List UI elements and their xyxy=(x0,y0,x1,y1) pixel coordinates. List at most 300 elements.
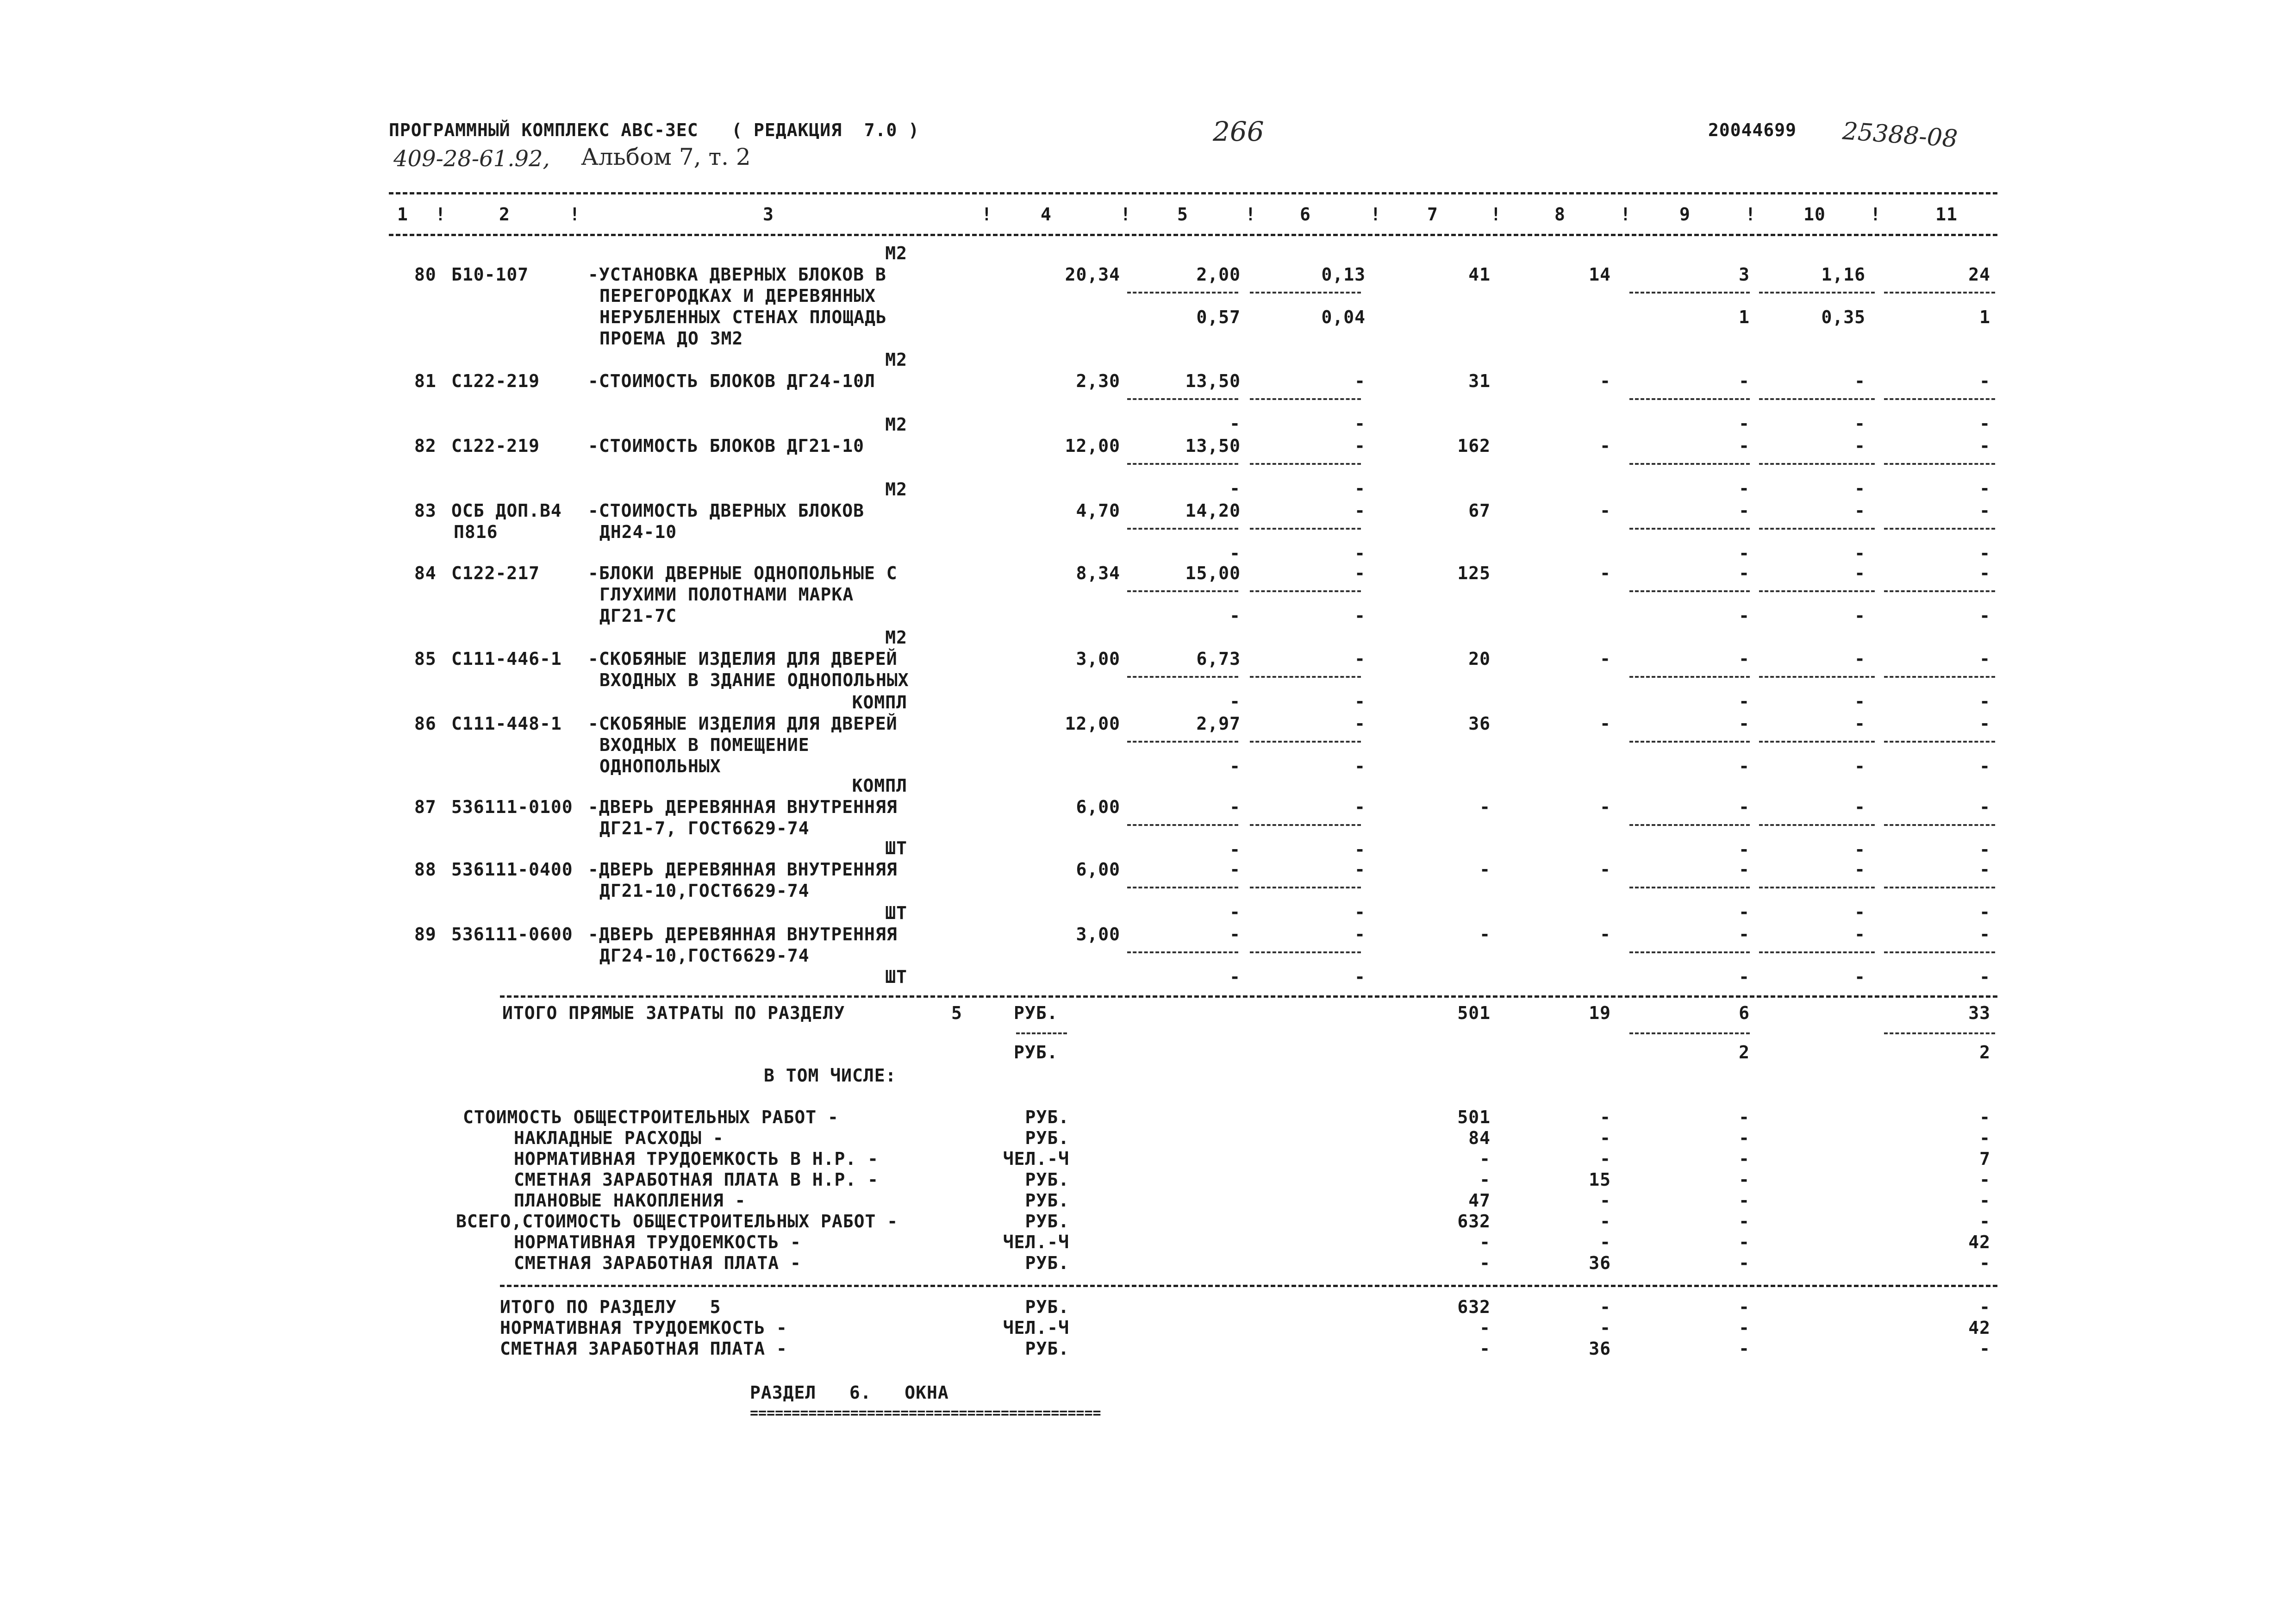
breakdown-label: СМЕТНАЯ ЗАРАБОТНАЯ ПЛАТА В Н.Р. - xyxy=(514,1169,879,1190)
row-number: 85 xyxy=(414,649,437,669)
breakdown-unit: РУБ. xyxy=(1025,1169,1069,1190)
section-total-label: НОРМАТИВНАЯ ТРУДОЕМКОСТЬ - xyxy=(500,1318,787,1338)
breakdown-label: ВСЕГО,СТОИМОСТЬ ОБЩЕСТРОИТЕЛЬНЫХ РАБОТ - xyxy=(456,1211,898,1232)
breakdown-label: НОРМАТИВНАЯ ТРУДОЕМКОСТЬ В Н.Р. - xyxy=(514,1149,879,1169)
row-rule-c9 xyxy=(1629,528,1750,530)
row-description: -ДВЕРЬ ДЕРЕВЯННАЯ ВНУТРЕННЯЯ xyxy=(588,797,898,817)
row-c5-sub: - xyxy=(1229,967,1241,987)
row-rule-c5 xyxy=(1127,676,1238,678)
breakdown-c7: - xyxy=(1479,1169,1491,1190)
section-total-unit: РУБ. xyxy=(1025,1297,1069,1317)
row-c5-sub: - xyxy=(1229,691,1241,712)
section-total-c7: - xyxy=(1479,1338,1491,1359)
totals-c11: 33 xyxy=(1968,1003,1990,1023)
row-c10-sub: - xyxy=(1854,478,1866,499)
row-c7: 125 xyxy=(1457,563,1491,583)
row-c6: - xyxy=(1354,500,1366,521)
unit-label: М2 xyxy=(885,243,907,263)
row-c9: - xyxy=(1739,713,1750,734)
row-c10: - xyxy=(1854,859,1866,880)
row-rule-c6 xyxy=(1250,528,1361,530)
row-c11: - xyxy=(1979,649,1990,669)
breakdown-c7: 47 xyxy=(1468,1190,1491,1211)
section-total-c11: 42 xyxy=(1968,1318,1990,1338)
row-description: -БЛОКИ ДВЕРНЫЕ ОДНОПОЛЬНЫЕ С xyxy=(588,563,898,583)
row-c5-sub: - xyxy=(1229,413,1241,434)
row-c5-sub: - xyxy=(1229,543,1241,563)
handwritten-number: 25388-08 xyxy=(1841,117,1959,153)
row-code: 536111-0100 xyxy=(451,797,573,817)
column-header-10: 10 xyxy=(1803,204,1826,225)
column-separator: ! xyxy=(569,204,580,225)
page-number: 266 xyxy=(1213,116,1264,147)
breakdown-unit: РУБ. xyxy=(1025,1211,1069,1232)
row-rule-c10 xyxy=(1759,887,1875,888)
row-c6-sub: - xyxy=(1354,902,1366,922)
row-c5-sub: 0,57 xyxy=(1196,307,1241,327)
column-separator: ! xyxy=(1245,204,1256,225)
row-description: -СКОБЯНЫЕ ИЗДЕЛИЯ ДЛЯ ДВЕРЕЙ xyxy=(588,649,898,669)
breakdown-c8: - xyxy=(1600,1190,1611,1211)
row-c9-sub: - xyxy=(1739,967,1750,987)
row-code: Б10-107 xyxy=(451,264,529,285)
row-rule-c10 xyxy=(1759,824,1875,826)
row-c5-sub: - xyxy=(1229,756,1241,776)
row-c6: - xyxy=(1354,649,1366,669)
breakdown-label: СМЕТНАЯ ЗАРАБОТНАЯ ПЛАТА - xyxy=(514,1253,801,1273)
breakdown-c7: 632 xyxy=(1457,1211,1491,1232)
breakdown-unit: РУБ. xyxy=(1025,1253,1069,1273)
row-c6: - xyxy=(1354,859,1366,880)
column-header-1: 1 xyxy=(397,204,408,225)
row-c8: - xyxy=(1600,713,1611,734)
row-c9-sub: 1 xyxy=(1739,307,1750,327)
row-c9-sub: - xyxy=(1739,839,1750,860)
row-c5-sub: - xyxy=(1229,606,1241,626)
row-c11-sub: - xyxy=(1979,902,1990,922)
column-header-6: 6 xyxy=(1300,204,1311,225)
breakdown-c9: - xyxy=(1739,1128,1750,1148)
next-section-title: РАЗДЕЛ 6. ОКНА xyxy=(750,1382,949,1403)
breakdown-c9: - xyxy=(1739,1253,1750,1273)
section-total-c8: - xyxy=(1600,1297,1611,1317)
row-description: -ДВЕРЬ ДЕРЕВЯННАЯ ВНУТРЕННЯЯ xyxy=(588,924,898,944)
row-c11: - xyxy=(1979,436,1990,456)
table-top-rule xyxy=(389,192,1997,194)
section-total-label: СМЕТНАЯ ЗАРАБОТНАЯ ПЛАТА - xyxy=(500,1338,787,1359)
row-c8: 14 xyxy=(1589,264,1611,285)
row-quantity: 3,00 xyxy=(1076,649,1120,669)
breakdown-c11: 7 xyxy=(1979,1149,1990,1169)
row-rule-c5 xyxy=(1127,590,1238,592)
row-c6: - xyxy=(1354,713,1366,734)
column-separator: ! xyxy=(981,204,992,225)
totals-unit: РУБ. xyxy=(1014,1003,1058,1023)
row-rule-c9 xyxy=(1629,463,1750,465)
row-rule-c5 xyxy=(1127,463,1238,465)
breakdown-c8: - xyxy=(1600,1211,1611,1232)
album-label: Альбом 7, т. 2 xyxy=(581,144,751,170)
row-rule-c11 xyxy=(1884,528,1995,530)
row-rule-c5 xyxy=(1127,528,1238,530)
row-c9-sub: - xyxy=(1739,756,1750,776)
row-c5: - xyxy=(1229,924,1241,944)
breakdown-unit: РУБ. xyxy=(1025,1128,1069,1148)
row-rule-c9 xyxy=(1629,741,1750,743)
breakdown-c8: - xyxy=(1600,1149,1611,1169)
row-c9: - xyxy=(1739,436,1750,456)
section-total-c11: - xyxy=(1979,1338,1990,1359)
row-quantity: 6,00 xyxy=(1076,859,1120,880)
row-c9-sub: - xyxy=(1739,606,1750,626)
row-c5: 14,20 xyxy=(1185,500,1241,521)
section-total-c8: 36 xyxy=(1589,1338,1611,1359)
row-description: НЕРУБЛЕННЫХ СТЕНАХ ПЛОЩАДЬ xyxy=(599,307,887,327)
row-c9-sub: - xyxy=(1739,413,1750,434)
row-c11: - xyxy=(1979,797,1990,817)
row-c10-sub: - xyxy=(1854,839,1866,860)
row-c7: - xyxy=(1479,859,1491,880)
row-c5: 2,00 xyxy=(1196,264,1241,285)
column-separator: ! xyxy=(1491,204,1502,225)
row-c6: - xyxy=(1354,797,1366,817)
row-number: 86 xyxy=(414,713,437,734)
row-code: ОСБ ДОП.В4 xyxy=(451,500,562,521)
breakdown-c9: - xyxy=(1739,1169,1750,1190)
row-c9-sub: - xyxy=(1739,902,1750,922)
totals-label: ИТОГО ПРЯМЫЕ ЗАТРАТЫ ПО РАЗДЕЛУ xyxy=(502,1003,845,1023)
row-c5: 15,00 xyxy=(1185,563,1241,583)
row-c10: - xyxy=(1854,924,1866,944)
row-number: 81 xyxy=(414,371,437,391)
row-code: С111-446-1 xyxy=(451,649,562,669)
row-rule-c10 xyxy=(1759,463,1875,465)
row-c9-sub: - xyxy=(1739,691,1750,712)
section-total-c11: - xyxy=(1979,1297,1990,1317)
row-rule-c5 xyxy=(1127,741,1238,743)
row-rule-c9 xyxy=(1629,590,1750,592)
section-total-label: ИТОГО ПО РАЗДЕЛУ 5 xyxy=(500,1297,721,1317)
row-rule-c11 xyxy=(1884,590,1995,592)
row-c11: - xyxy=(1979,713,1990,734)
column-separator: ! xyxy=(1370,204,1381,225)
row-number: 88 xyxy=(414,859,437,880)
row-c8: - xyxy=(1600,371,1611,391)
column-separator: ! xyxy=(1620,204,1631,225)
section-total-c8: - xyxy=(1600,1318,1611,1338)
row-code: С122-219 xyxy=(451,371,540,391)
unit-label: М2 xyxy=(885,479,907,500)
section-total-c9: - xyxy=(1739,1318,1750,1338)
row-rule-c6 xyxy=(1250,824,1361,826)
column-header-3: 3 xyxy=(763,204,774,225)
totals-c8: 19 xyxy=(1589,1003,1611,1023)
row-c6-sub: - xyxy=(1354,478,1366,499)
section-total-c9: - xyxy=(1739,1338,1750,1359)
row-rule-c6 xyxy=(1250,676,1361,678)
row-c6: - xyxy=(1354,924,1366,944)
unit-label: М2 xyxy=(885,627,907,648)
row-number: 82 xyxy=(414,436,437,456)
row-c9: - xyxy=(1739,859,1750,880)
row-c9: - xyxy=(1739,563,1750,583)
next-section-underline: ========================================== xyxy=(750,1405,1101,1421)
unit-label: КОМПЛ xyxy=(852,692,907,713)
row-rule-c5 xyxy=(1127,951,1238,953)
row-c10-sub: - xyxy=(1854,756,1866,776)
row-c10-sub: - xyxy=(1854,691,1866,712)
row-c11: - xyxy=(1979,859,1990,880)
row-description: ДГ21-7С xyxy=(599,606,677,626)
row-rule-c6 xyxy=(1250,292,1361,294)
row-description: ДГ21-10,ГОСТ6629-74 xyxy=(599,881,810,901)
row-c5: 13,50 xyxy=(1185,436,1241,456)
row-c11: - xyxy=(1979,924,1990,944)
row-rule-c11 xyxy=(1884,292,1995,294)
row-quantity: 3,00 xyxy=(1076,924,1120,944)
row-description: ГЛУХИМИ ПОЛОТНАМИ МАРКА xyxy=(599,584,854,605)
row-rule-c5 xyxy=(1127,398,1238,400)
unit-label: ШТ xyxy=(885,838,907,858)
row-c10: - xyxy=(1854,649,1866,669)
row-c6: - xyxy=(1354,563,1366,583)
breakdown-c9: - xyxy=(1739,1211,1750,1232)
row-c9-sub: - xyxy=(1739,543,1750,563)
row-rule-c9 xyxy=(1629,951,1750,953)
row-quantity: 20,34 xyxy=(1065,264,1120,285)
column-header-11: 11 xyxy=(1935,204,1958,225)
row-c10: - xyxy=(1854,371,1866,391)
breakdown-c8: - xyxy=(1600,1232,1611,1252)
row-c6-sub: - xyxy=(1354,967,1366,987)
row-rule-c9 xyxy=(1629,398,1750,400)
row-c10: - xyxy=(1854,436,1866,456)
row-quantity: 4,70 xyxy=(1076,500,1120,521)
row-rule-c9 xyxy=(1629,292,1750,294)
row-rule-c5 xyxy=(1127,887,1238,888)
row-rule-c10 xyxy=(1759,741,1875,743)
row-rule-c10 xyxy=(1759,676,1875,678)
row-rule-c11 xyxy=(1884,951,1995,953)
unit-label-bottom: ШТ xyxy=(885,967,907,987)
row-c9: - xyxy=(1739,371,1750,391)
row-c7: - xyxy=(1479,797,1491,817)
row-quantity: 2,30 xyxy=(1076,371,1120,391)
row-c11-sub: 1 xyxy=(1979,307,1990,327)
row-c11-sub: - xyxy=(1979,478,1990,499)
row-c7: 41 xyxy=(1468,264,1491,285)
row-c7: 20 xyxy=(1468,649,1491,669)
breakdown-c11: - xyxy=(1979,1107,1990,1127)
column-separator: ! xyxy=(1870,204,1881,225)
breakdown-c9: - xyxy=(1739,1190,1750,1211)
row-rule-c6 xyxy=(1250,887,1361,888)
row-rule-c11 xyxy=(1884,398,1995,400)
breakdown-c11: - xyxy=(1979,1253,1990,1273)
breakdown-c7: - xyxy=(1479,1253,1491,1273)
section-total-c7: 632 xyxy=(1457,1297,1491,1317)
row-description: -СТОИМОСТЬ ДВЕРНЫХ БЛОКОВ xyxy=(588,500,864,521)
column-separator: ! xyxy=(1745,204,1756,225)
row-c10-sub: - xyxy=(1854,413,1866,434)
row-rule-c9 xyxy=(1629,887,1750,888)
row-c6-sub: - xyxy=(1354,756,1366,776)
row-description: ДГ21-7, ГОСТ6629-74 xyxy=(599,818,810,838)
row-description: ПЕРЕГОРОДКАХ И ДЕРЕВЯННЫХ xyxy=(599,286,876,306)
section-total-rule xyxy=(500,1285,1997,1287)
unit-label: М2 xyxy=(885,350,907,370)
row-c11: 24 xyxy=(1968,264,1990,285)
totals-unit-rule xyxy=(1016,1032,1067,1034)
row-c11: - xyxy=(1979,563,1990,583)
column-separator: ! xyxy=(1120,204,1131,225)
row-c8: - xyxy=(1600,436,1611,456)
totals-c7: 501 xyxy=(1457,1003,1491,1023)
row-c10-sub: 0,35 xyxy=(1821,307,1866,327)
row-number: 83 xyxy=(414,500,437,521)
row-description: -СКОБЯНЫЕ ИЗДЕЛИЯ ДЛЯ ДВЕРЕЙ xyxy=(588,713,898,734)
totals-c9: 6 xyxy=(1739,1003,1750,1023)
totals-unit-2: РУБ. xyxy=(1014,1042,1058,1063)
row-description: ВХОДНЫХ В ЗДАНИЕ ОДНОПОЛЬНЫХ xyxy=(599,670,909,690)
row-c11: - xyxy=(1979,500,1990,521)
row-c10: - xyxy=(1854,797,1866,817)
row-rule-c10 xyxy=(1759,528,1875,530)
row-c11-sub: - xyxy=(1979,413,1990,434)
row-quantity: 6,00 xyxy=(1076,797,1120,817)
row-c11-sub: - xyxy=(1979,543,1990,563)
program-header: ПРОГРАММНЫЙ КОМПЛЕКС АВС-3ЕС ( РЕДАКЦИЯ 7.0 ) xyxy=(389,120,920,140)
row-quantity: 12,00 xyxy=(1065,713,1120,734)
row-c8: - xyxy=(1600,924,1611,944)
section-total-c7: - xyxy=(1479,1318,1491,1338)
row-rule-c11 xyxy=(1884,676,1995,678)
row-rule-c6 xyxy=(1250,590,1361,592)
breakdown-c8: 15 xyxy=(1589,1169,1611,1190)
row-c7: - xyxy=(1479,924,1491,944)
row-c9-sub: - xyxy=(1739,478,1750,499)
row-c9: - xyxy=(1739,500,1750,521)
row-c11-sub: - xyxy=(1979,606,1990,626)
breakdown-c8: - xyxy=(1600,1107,1611,1127)
row-c5: 2,97 xyxy=(1196,713,1241,734)
row-code: С122-219 xyxy=(451,436,540,456)
totals-rule xyxy=(500,995,1997,998)
row-number: 80 xyxy=(414,264,437,285)
including-label: В ТОМ ЧИСЛЕ: xyxy=(764,1065,897,1086)
row-c5: - xyxy=(1229,797,1241,817)
row-c6: - xyxy=(1354,436,1366,456)
row-code: С111-448-1 xyxy=(451,713,562,734)
breakdown-label: СТОИМОСТЬ ОБЩЕСТРОИТЕЛЬНЫХ РАБОТ - xyxy=(463,1107,839,1127)
column-header-4: 4 xyxy=(1041,204,1052,225)
row-c5: 13,50 xyxy=(1185,371,1241,391)
column-header-5: 5 xyxy=(1177,204,1188,225)
row-c5-sub: - xyxy=(1229,902,1241,922)
row-rule-c6 xyxy=(1250,951,1361,953)
section-total-c9: - xyxy=(1739,1297,1750,1317)
row-description: ВХОДНЫХ В ПОМЕЩЕНИЕ xyxy=(599,735,810,755)
row-rule-c5 xyxy=(1127,292,1238,294)
section-total-unit: ЧЕЛ.-Ч xyxy=(1003,1318,1069,1338)
row-rule-c5 xyxy=(1127,824,1238,826)
row-code: 536111-0600 xyxy=(451,924,573,944)
totals-c9-rule xyxy=(1629,1032,1750,1034)
row-rule-c10 xyxy=(1759,590,1875,592)
row-code-2: П816 xyxy=(454,522,498,542)
totals-c11b: 2 xyxy=(1979,1042,1990,1063)
row-rule-c10 xyxy=(1759,292,1875,294)
row-rule-c10 xyxy=(1759,951,1875,953)
row-c11-sub: - xyxy=(1979,691,1990,712)
row-rule-c6 xyxy=(1250,398,1361,400)
row-description: -СТОИМОСТЬ БЛОКОВ ДГ21-10 xyxy=(588,436,864,456)
row-code: С122-217 xyxy=(451,563,540,583)
breakdown-unit: РУБ. xyxy=(1025,1190,1069,1211)
row-description: ОДНОПОЛЬНЫХ xyxy=(599,756,721,776)
row-rule-c6 xyxy=(1250,741,1361,743)
row-c10: 1,16 xyxy=(1821,264,1866,285)
section-total-unit: РУБ. xyxy=(1025,1338,1069,1359)
row-c10-sub: - xyxy=(1854,902,1866,922)
totals-section-no: 5 xyxy=(951,1003,962,1023)
breakdown-c11: - xyxy=(1979,1169,1990,1190)
breakdown-c9: - xyxy=(1739,1232,1750,1252)
row-c7: 162 xyxy=(1457,436,1491,456)
row-c7: 31 xyxy=(1468,371,1491,391)
row-quantity: 12,00 xyxy=(1065,436,1120,456)
handwritten-album-code: 409-28-61.92, xyxy=(393,146,550,172)
row-c8: - xyxy=(1600,649,1611,669)
row-c8: - xyxy=(1600,859,1611,880)
row-description: -ДВЕРЬ ДЕРЕВЯННАЯ ВНУТРЕННЯЯ xyxy=(588,859,898,880)
column-header-7: 7 xyxy=(1427,204,1438,225)
row-c6-sub: - xyxy=(1354,543,1366,563)
row-c5-sub: - xyxy=(1229,839,1241,860)
breakdown-c9: - xyxy=(1739,1107,1750,1127)
row-number: 84 xyxy=(414,563,437,583)
row-c10-sub: - xyxy=(1854,543,1866,563)
unit-label: М2 xyxy=(885,414,907,435)
row-c6-sub: - xyxy=(1354,691,1366,712)
row-c7: 36 xyxy=(1468,713,1491,734)
row-c9: 3 xyxy=(1739,264,1750,285)
row-c8: - xyxy=(1600,500,1611,521)
row-c8: - xyxy=(1600,563,1611,583)
row-c5: 6,73 xyxy=(1196,649,1241,669)
row-c10: - xyxy=(1854,563,1866,583)
row-rule-c11 xyxy=(1884,887,1995,888)
row-number: 89 xyxy=(414,924,437,944)
row-rule-c6 xyxy=(1250,463,1361,465)
column-header-2: 2 xyxy=(499,204,510,225)
row-description: ДН24-10 xyxy=(599,522,677,542)
unit-label: КОМПЛ xyxy=(852,775,907,796)
breakdown-c11: - xyxy=(1979,1211,1990,1232)
row-c5: - xyxy=(1229,859,1241,880)
breakdown-c7: - xyxy=(1479,1232,1491,1252)
breakdown-label: НАКЛАДНЫЕ РАСХОДЫ - xyxy=(514,1128,724,1148)
breakdown-c9: - xyxy=(1739,1149,1750,1169)
row-c11-sub: - xyxy=(1979,967,1990,987)
row-c6: - xyxy=(1354,371,1366,391)
breakdown-c7: - xyxy=(1479,1149,1491,1169)
row-c11: - xyxy=(1979,371,1990,391)
row-c10-sub: - xyxy=(1854,967,1866,987)
row-number: 87 xyxy=(414,797,437,817)
row-c11-sub: - xyxy=(1979,839,1990,860)
row-c6-sub: 0,04 xyxy=(1321,307,1366,327)
